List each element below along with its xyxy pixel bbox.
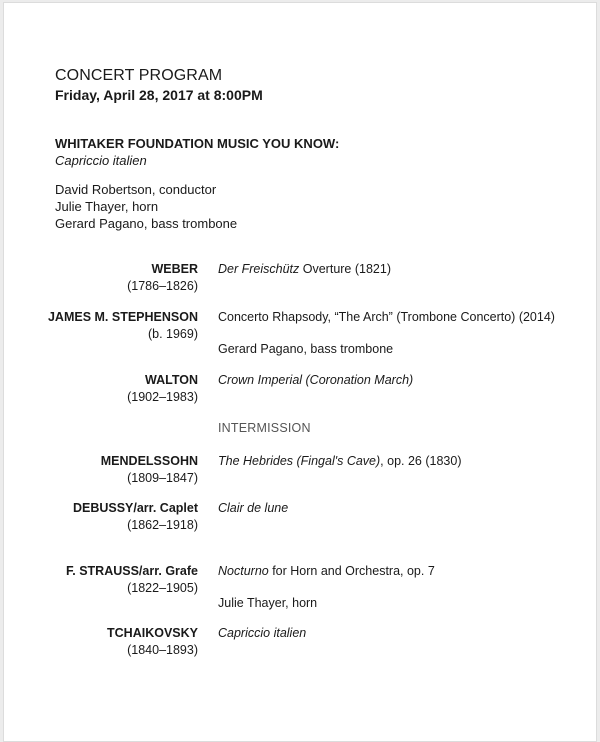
work-title (218, 501, 288, 515)
performer-trombone: Gerard Pagano, bass trombone (55, 216, 238, 231)
document-page (3, 2, 597, 742)
work-title (218, 454, 461, 468)
composer-years: (1786–1826) (127, 279, 198, 293)
work-title (218, 262, 391, 276)
composer-years: (1902–1983) (127, 390, 198, 404)
performer-conductor: David Robertson, conductor (55, 182, 217, 197)
series-subtitle: Capriccio italien (55, 153, 147, 168)
work-title-rest: Concerto Rhapsody, “The Arch” (Trombone Concerto) (2014) (218, 310, 555, 324)
work-title-italic: The Hebrides (Fingal's Cave) (218, 454, 381, 468)
series-title: WHITAKER FOUNDATION MUSIC YOU KNOW: (55, 136, 340, 151)
work-title-rest: for Horn and Orchestra, op. 7 (268, 564, 435, 578)
work-title-rest: , op. 26 (1830) (380, 454, 462, 468)
work-title (218, 310, 555, 324)
work-title (218, 564, 435, 578)
work-title (218, 373, 413, 387)
work-soloist: Gerard Pagano, bass trombone (218, 342, 394, 356)
composer-name: F. STRAUSS/arr. Grafe (66, 564, 198, 578)
work-title-italic: Capriccio italien (218, 626, 307, 640)
work-title-italic: Nocturno (218, 564, 269, 578)
composer-years: (1862–1918) (127, 518, 198, 532)
page-title: CONCERT PROGRAM (55, 67, 223, 84)
composer-years: (1840–1893) (127, 643, 198, 657)
work-title-italic: Crown Imperial (Coronation March) (218, 373, 414, 387)
composer-name: WALTON (144, 373, 198, 387)
intermission-label: INTERMISSION (218, 421, 311, 435)
composer-name: JAMES M. STEPHENSON (47, 310, 198, 324)
work-title-italic: Clair de lune (218, 501, 289, 515)
composer-name: MENDELSSOHN (100, 454, 198, 468)
composer-name: TCHAIKOVSKY (107, 626, 198, 640)
work-title-rest: Overture (1821) (299, 262, 391, 276)
composer-name: DEBUSSY/arr. Caplet (72, 501, 198, 515)
composer-name: WEBER (151, 262, 198, 276)
composer-years: (1822–1905) (127, 581, 198, 595)
work-title-italic: Der Freischütz (218, 262, 300, 276)
work-soloist: Julie Thayer, horn (218, 596, 318, 610)
work-title (218, 626, 306, 640)
concert-date: Friday, April 28, 2017 at 8:00PM (55, 87, 263, 103)
composer-years: (1809–1847) (127, 471, 198, 485)
performer-horn: Julie Thayer, horn (55, 199, 159, 214)
composer-years: (b. 1969) (147, 327, 198, 341)
